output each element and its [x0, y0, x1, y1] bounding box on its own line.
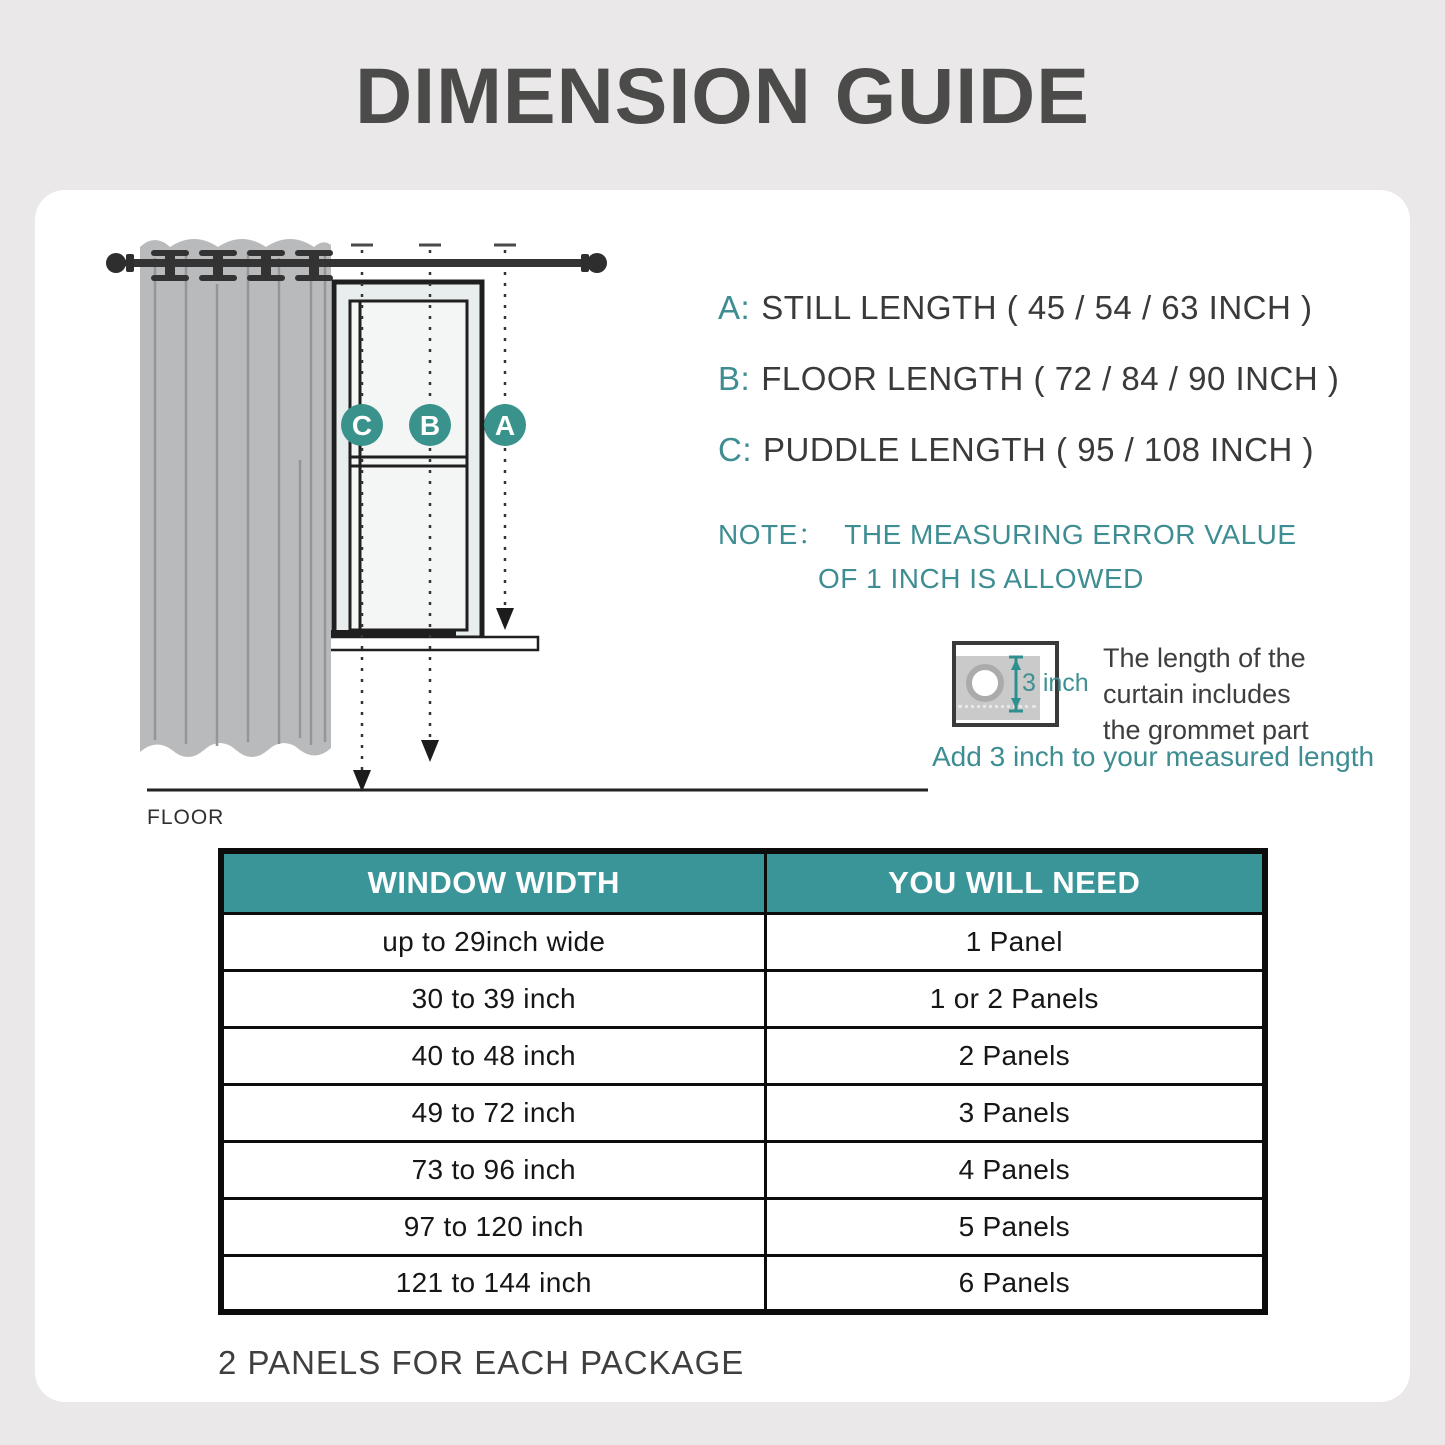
marker-letter-b: B	[419, 410, 441, 441]
table-row	[221, 1084, 1265, 1141]
marker-letter-c: C	[351, 410, 373, 441]
note-text1: THE MEASURING ERROR VALUE	[844, 519, 1297, 550]
cell-you-will-need: 4 Panels	[765, 1141, 1265, 1198]
floor-label: FLOOR	[147, 806, 225, 829]
panel-size-table	[218, 848, 1268, 1315]
length-prefix-b: B:	[718, 360, 751, 397]
cell-window-width: 97 to 120 inch	[221, 1198, 765, 1255]
length-key-line-a	[718, 289, 1339, 360]
rod-finial-left	[106, 253, 126, 273]
window-sill	[306, 637, 538, 650]
footer-note: 2 PANELS FOR EACH PACKAGE	[218, 1344, 745, 1381]
length-key-line-c	[718, 431, 1339, 502]
note-label: NOTE：	[718, 519, 827, 550]
cell-you-will-need: 1 or 2 Panels	[765, 970, 1265, 1027]
markers	[341, 404, 526, 446]
cell-window-width: 49 to 72 inch	[221, 1084, 765, 1141]
cell-window-width: 73 to 96 inch	[221, 1141, 765, 1198]
grommet-description	[1103, 640, 1309, 748]
measure-arrow-b	[421, 740, 439, 762]
cell-you-will-need: 3 Panels	[765, 1084, 1265, 1141]
grommet-ring	[966, 664, 1004, 702]
table-row	[221, 1255, 1265, 1312]
marker-letter-a: A	[494, 410, 516, 441]
cell-window-width: 121 to 144 inch	[221, 1255, 765, 1312]
table-header-window-width: WINDOW WIDTH	[221, 851, 765, 913]
grommet-description-line1: The length of the	[1103, 643, 1306, 673]
note-line2: OF 1 INCH IS ALLOWED	[818, 563, 1144, 594]
length-key	[718, 289, 1339, 502]
length-text-c: PUDDLE LENGTH ( 95 / 108 INCH )	[763, 431, 1314, 468]
cell-window-width: 40 to 48 inch	[221, 1027, 765, 1084]
length-text-b: FLOOR LENGTH ( 72 / 84 / 90 INCH )	[761, 360, 1340, 397]
table-header-you-will-need: YOU WILL NEED	[765, 851, 1265, 913]
note-line1	[718, 518, 1297, 552]
table-row	[221, 1198, 1265, 1255]
cell-you-will-need: 5 Panels	[765, 1198, 1265, 1255]
measuring-note	[718, 518, 1297, 596]
measure-arrow-a	[496, 608, 514, 630]
table-header-row	[221, 851, 1265, 913]
table-row	[221, 913, 1265, 970]
cell-you-will-need: 6 Panels	[765, 1255, 1265, 1312]
table-row	[221, 1141, 1265, 1198]
grommet-description-line3: the grommet part	[1103, 715, 1309, 745]
grommet-measure-label: 3 inch	[1022, 669, 1089, 697]
cell-you-will-need: 2 Panels	[765, 1027, 1265, 1084]
grommet-tip: Add 3 inch to your measured length	[932, 741, 1375, 772]
page-title: DIMENSION GUIDE	[355, 51, 1090, 140]
table-row	[221, 970, 1265, 1027]
cell-you-will-need: 1 Panel	[765, 913, 1265, 970]
length-key-line-b	[718, 360, 1339, 431]
length-text-a: STILL LENGTH ( 45 / 54 / 63 INCH )	[761, 289, 1313, 326]
rod-finial-right	[587, 253, 607, 273]
table-row	[221, 1027, 1265, 1084]
curtain	[140, 239, 331, 757]
length-prefix-c: C:	[718, 431, 752, 468]
cell-window-width: 30 to 39 inch	[221, 970, 765, 1027]
cell-window-width: up to 29inch wide	[221, 913, 765, 970]
length-prefix-a: A:	[718, 289, 751, 326]
rod-collar-left	[126, 254, 134, 272]
grommet-diagram	[952, 641, 1089, 727]
grommet-description-line2: curtain includes	[1103, 679, 1291, 709]
window	[306, 282, 538, 650]
